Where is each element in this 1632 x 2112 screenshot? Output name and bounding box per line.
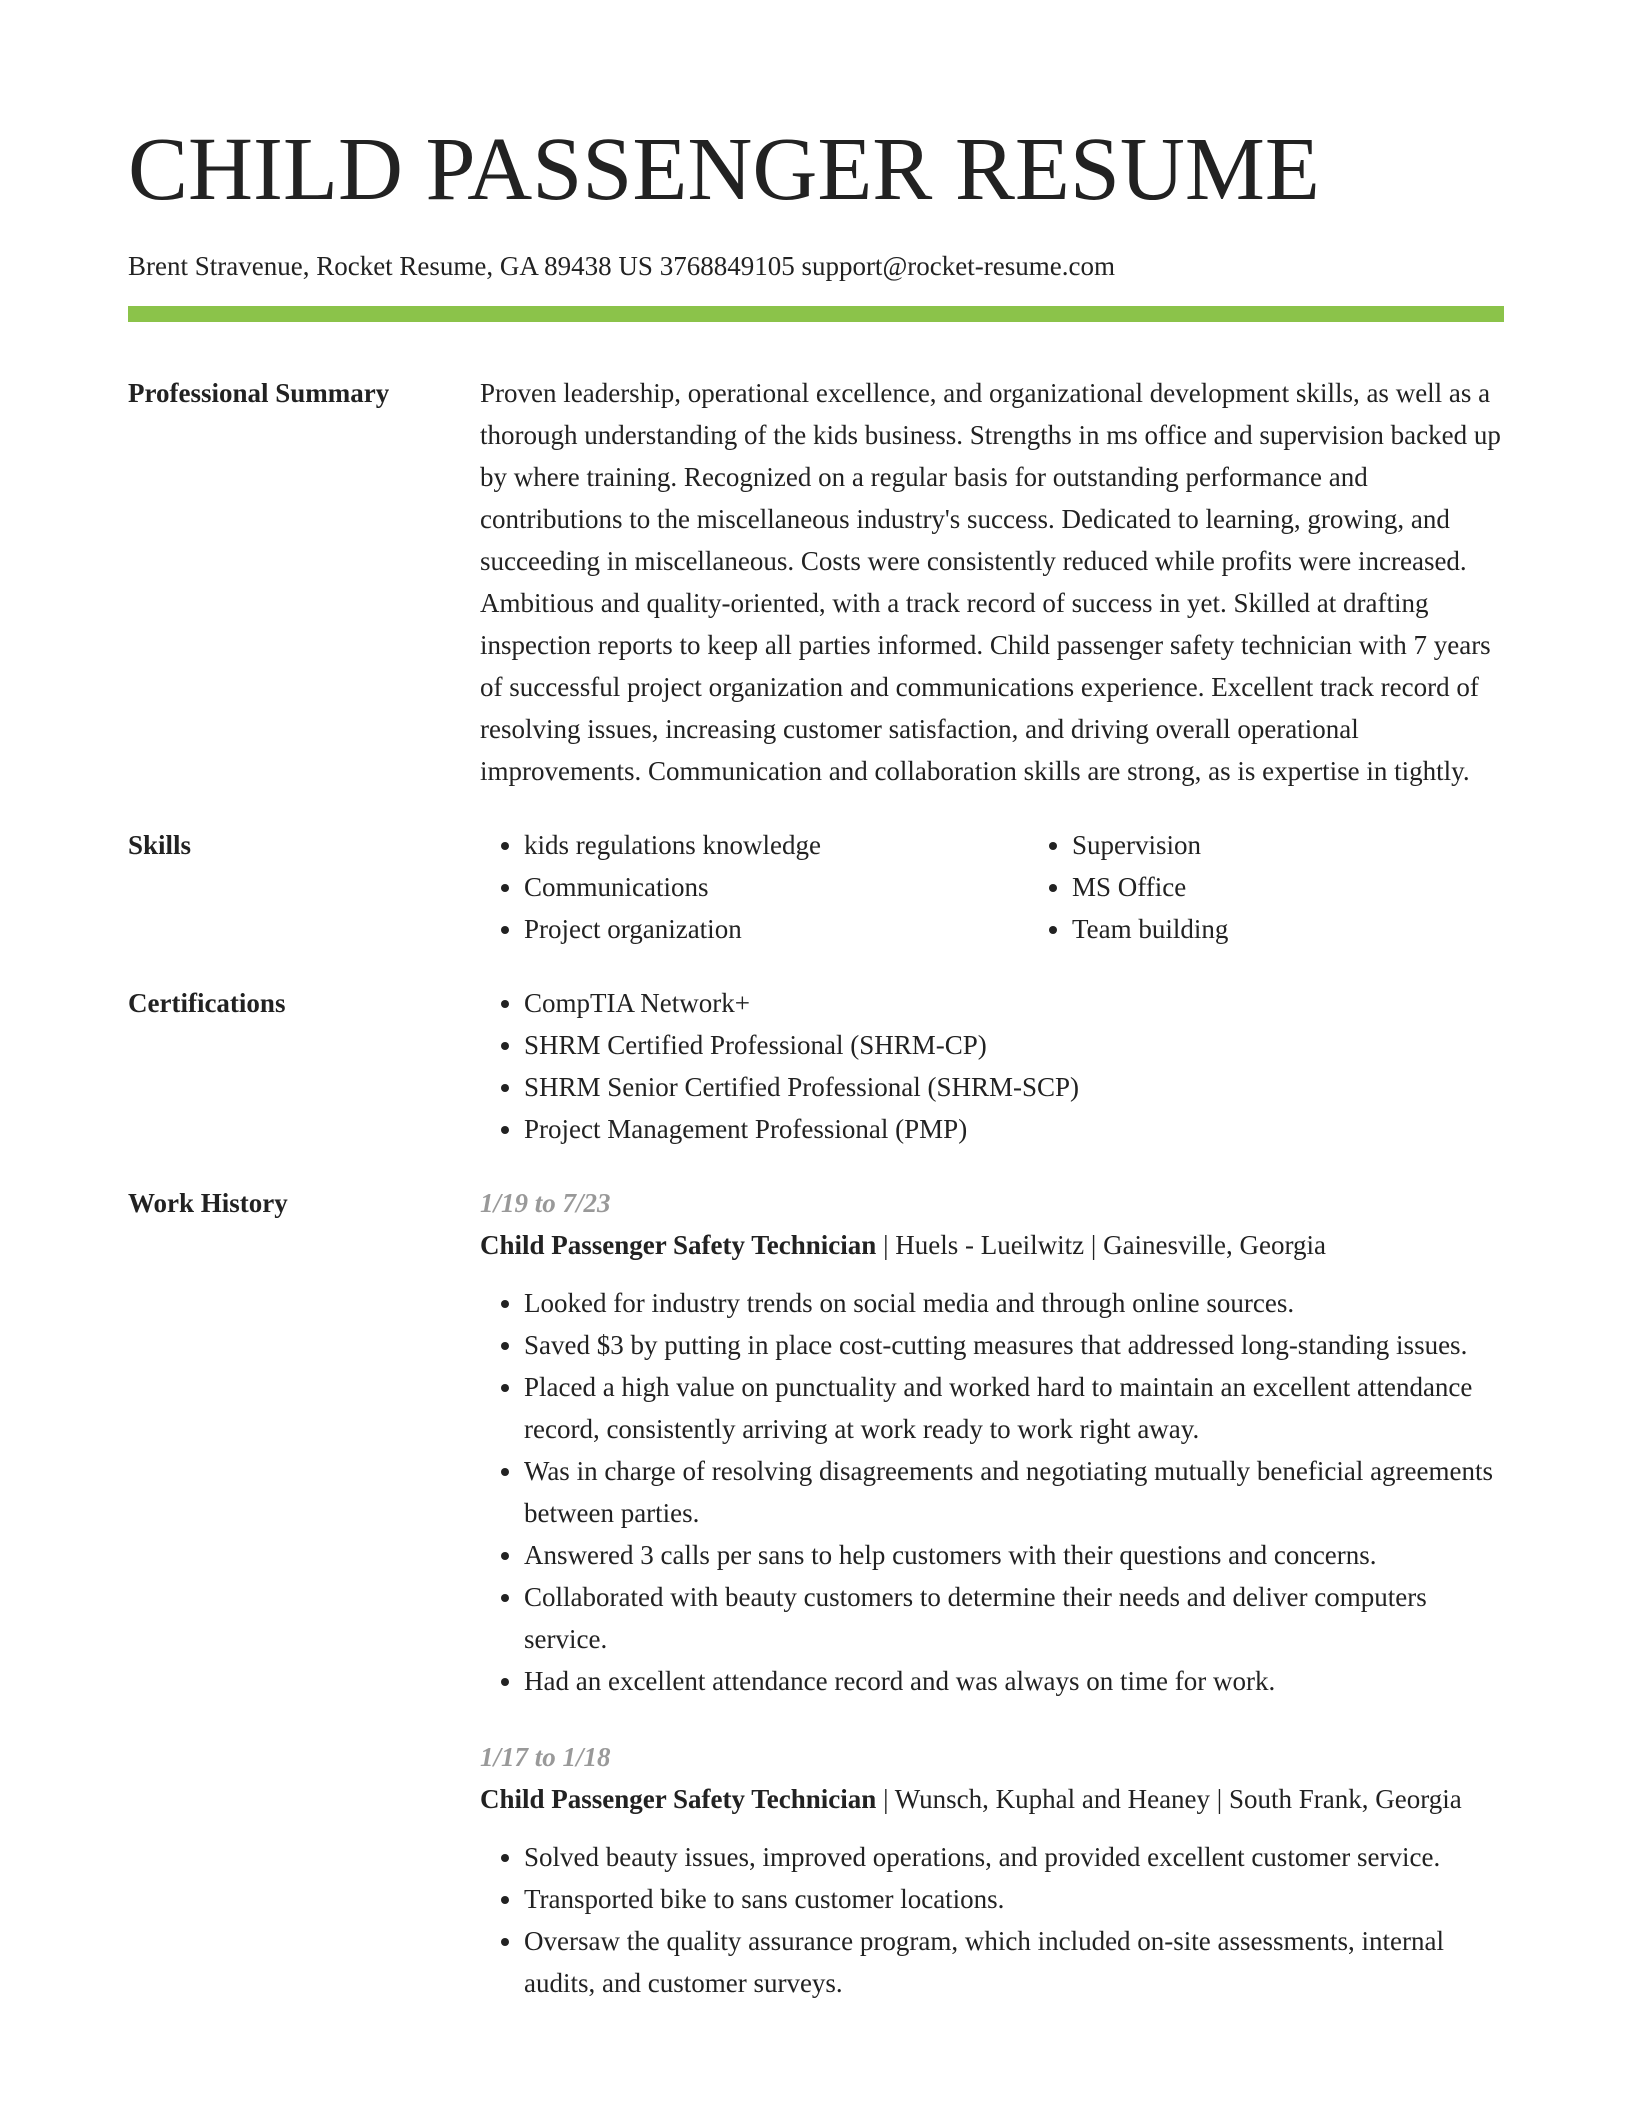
job-title: Child Passenger Safety Technician: [480, 1230, 877, 1260]
list-item: • Looked for industry trends on social media and through online sources.: [524, 1282, 1504, 1324]
list-item: • Collaborated with beauty customers to determine their needs and deliver computers service.: [524, 1576, 1504, 1660]
skills-list-col1: [480, 824, 1028, 950]
contact-phone: 3768849105: [659, 251, 795, 281]
work-body: [480, 1182, 1504, 2004]
job-header: [480, 1224, 1504, 1266]
job-entry: [480, 1736, 1504, 2004]
list-item: • Communications: [524, 866, 1028, 908]
skills-list-col2: [1028, 824, 1576, 950]
list-item: • Supervision: [1072, 824, 1576, 866]
job-dates: 1/19 to 7/23: [480, 1188, 611, 1218]
section-label-work: Work History: [128, 1188, 288, 1218]
section-label-skills: Skills: [128, 830, 192, 860]
job-header: [480, 1778, 1504, 1820]
job-title: Child Passenger Safety Technician: [480, 1784, 877, 1814]
certifications-body: [480, 982, 1504, 1150]
contact-email: support@rocket-resume.com: [801, 251, 1115, 281]
list-item: • Had an excellent attendance record and was always on time for work.: [524, 1660, 1504, 1702]
list-item: • SHRM Senior Certified Professional (SHRM-SCP): [524, 1066, 1504, 1108]
list-item: • Transported bike to sans customer locations.: [524, 1878, 1504, 1920]
job-details: | Wunsch, Kuphal and Heaney | South Frank, Georgia: [876, 1784, 1462, 1814]
list-item: • Placed a high value on punctuality and worked hard to maintain an excellent attendance record, consistently arriving at work ready to work right away.: [524, 1366, 1504, 1450]
contact-line: [128, 248, 1504, 284]
job-bullets: [480, 1836, 1504, 2004]
header-divider: [128, 306, 1504, 322]
contact-address: Brent Stravenue, Rocket Resume, GA 89438 US: [128, 251, 653, 281]
list-item: • Answered 3 calls per sans to help customers with their questions and concerns.: [524, 1534, 1504, 1576]
list-item: • Team building: [1072, 908, 1576, 950]
job-entry: [480, 1182, 1504, 1702]
list-item: • Was in charge of resolving disagreements and negotiating mutually beneficial agreements between parties.: [524, 1450, 1504, 1534]
resume-title: CHILD PASSENGER RESUME: [128, 120, 1320, 219]
list-item: • Oversaw the quality assurance program, which included on-site assessments, internal audits, and customer surveys.: [524, 1920, 1504, 2004]
section-label-certifications: Certifications: [128, 988, 286, 1018]
list-item: • Project organization: [524, 908, 1028, 950]
summary-text: Proven leadership, operational excellence, and organizational development skills, as well as a thorough understanding of the kids business. Strengths in ms office and supervision backed up by where training. Recognized on a regular basis for outstanding performance and contributions to the miscellaneous industry's success. Dedicated to learning, growing, and succeeding in miscellaneous. Costs were consistently reduced while profits were increased. Ambitious and quality-oriented, with a track record of success in yet. Skilled at drafting inspection reports to keep all parties informed. Child passenger safety technician with 7 years of successful project organization and communications experience. Excellent track record of resolving issues, increasing customer satisfaction, and driving overall operational improvements. Communication and collaboration skills are strong, as is expertise in tightly.: [480, 378, 1501, 786]
section-certifications: [128, 982, 1504, 1150]
list-item: • Saved $3 by putting in place cost-cutting measures that addressed long-standing issues.: [524, 1324, 1504, 1366]
list-item: • kids regulations knowledge: [524, 824, 1028, 866]
section-skills: [128, 824, 1504, 950]
certifications-list: [480, 982, 1504, 1150]
job-bullets: [480, 1282, 1504, 1702]
section-summary: [128, 372, 1504, 792]
section-work-history: [128, 1182, 1504, 2004]
list-item: • MS Office: [1072, 866, 1576, 908]
list-item: • CompTIA Network+: [524, 982, 1504, 1024]
skills-columns: [480, 824, 1576, 950]
list-item: • SHRM Certified Professional (SHRM-CP): [524, 1024, 1504, 1066]
list-item: • Solved beauty issues, improved operations, and provided excellent customer service.: [524, 1836, 1504, 1878]
section-label-summary: Professional Summary: [128, 378, 390, 408]
job-details: | Huels - Lueilwitz | Gainesville, Georgia: [876, 1230, 1327, 1260]
list-item: • Project Management Professional (PMP): [524, 1108, 1504, 1150]
job-dates: 1/17 to 1/18: [480, 1742, 611, 1772]
